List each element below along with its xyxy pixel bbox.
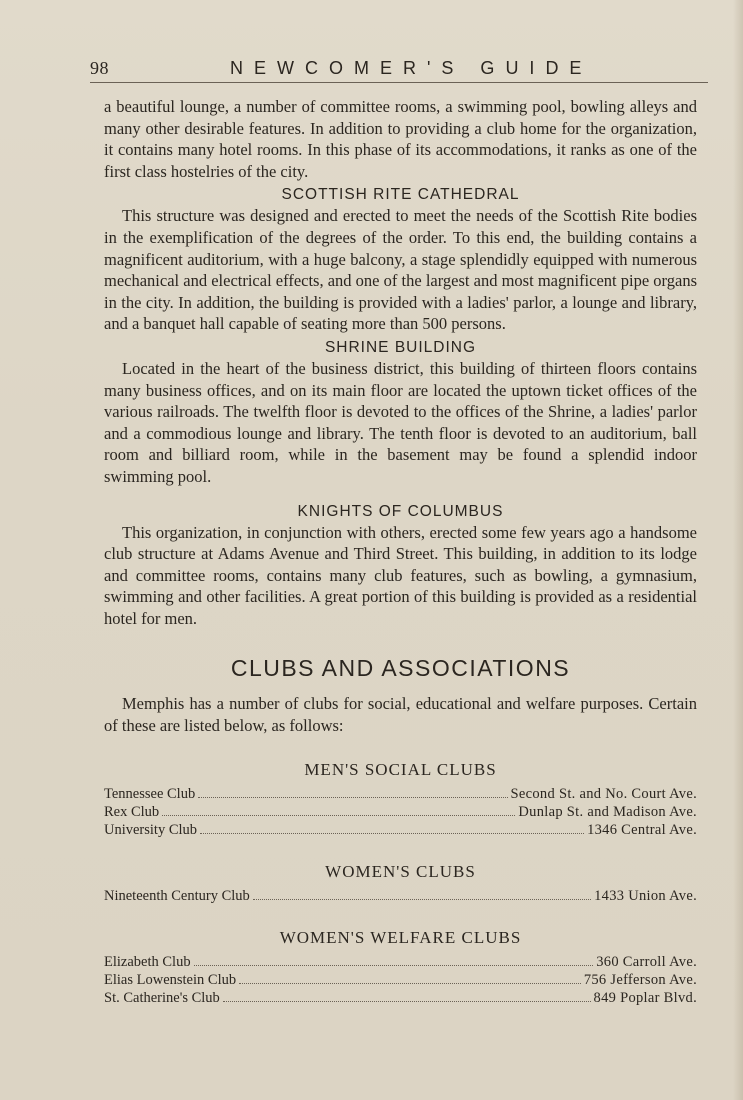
dot-leader — [198, 797, 507, 798]
page-number: 98 — [90, 58, 109, 78]
page-content — [104, 96, 697, 1007]
page-edge-shadow — [733, 0, 743, 1100]
group-heading-womens: WOMEN'S CLUBS — [325, 861, 476, 881]
club-name: St. Catherine's Club — [104, 989, 220, 1006]
club-name: Elias Lowenstein Club — [104, 971, 237, 988]
section-text-shrine: Located in the heart of the business district, this building of thirteen floors contains many business offices, and on its main floor are located the uptown ticket offices of the various railroads. The twelfth floor is devoted to the offices of the Shrine, a ladies' parlor and a commodious lounge and library. The tenth floor is devoted to an auditorium, ball room and billiard room, while in the basement may be found a splendid indoor swimming pool. — [104, 358, 697, 486]
club-name: Elizabeth Club — [104, 953, 191, 970]
section-heading-knights: KNIGHTS OF COLUMBUS — [297, 502, 504, 520]
list-item — [104, 803, 697, 821]
header-rule — [90, 82, 708, 83]
section-heading-shrine: SHRINE BUILDING — [324, 338, 477, 356]
dot-leader — [239, 983, 581, 984]
list-item — [104, 821, 697, 839]
running-title: NEWCOMER'S GUIDE — [230, 58, 593, 78]
section-text-knights: This organization, in conjunction with others, erected some few years ago a handsome club structure at Adams Avenue and Third Street. This building, in addition to its lodge and committee rooms, contains many club features, such as bowling, a gymnasium, swimming and other facilities. A great portion of this building is provided as a residential hotel for men. — [104, 522, 697, 628]
club-address: 1433 Union Ave. — [594, 887, 697, 904]
dot-leader — [200, 833, 584, 834]
club-address: 756 Jefferson Ave. — [583, 971, 697, 988]
dot-leader — [253, 899, 591, 900]
section-text-scottish-rite: This structure was designed and erected to meet the needs of the Scottish Rite bodies in the exemplification of the degrees of the order. To this end, the building contains a magnificent auditorium, with a huge balcony, a stage splendidly equipped with numerous mechanical and electrical effects, and one of the largest and most magnificent pipe organs in the city. In addition, the building is provided with a ladies' parlor, a lounge and library, and a banquet hall capable of seating more than 500 persons. — [104, 206, 697, 334]
club-name: Nineteenth Century Club — [104, 887, 250, 904]
club-address: Dunlap St. and Madison Ave. — [518, 803, 697, 820]
club-name: Tennessee Club — [104, 785, 196, 802]
group-heading-mens-social: MEN'S SOCIAL CLUBS — [304, 759, 497, 779]
list-item — [104, 953, 697, 971]
club-address: Second St. and No. Court Ave. — [510, 785, 697, 802]
club-address: 360 Carroll Ave. — [596, 953, 697, 970]
list-item — [104, 989, 697, 1007]
clubs-title: CLUBS AND ASSOCIATIONS — [230, 655, 571, 682]
womens-clubs-list — [104, 887, 697, 905]
intro-paragraph: a beautiful lounge, a number of committee rooms, a swimming pool, bowling alleys and many other desirable features. In addition to providing a club home for the organization, it contains many hotel rooms. In this phase of its accommodations, it ranks as one of the first class hostelries of the city. — [104, 97, 697, 181]
group-heading-womens-welfare: WOMEN'S WELFARE CLUBS — [279, 927, 522, 947]
club-name: University Club — [104, 821, 198, 838]
dot-leader — [194, 965, 594, 966]
mens-social-clubs-list — [104, 785, 697, 839]
running-head — [90, 52, 710, 82]
clubs-intro: Memphis has a number of clubs for social, educational and welfare purposes. Certain of these are listed below, as follows: — [104, 694, 697, 736]
dot-leader — [162, 815, 515, 816]
list-item — [104, 887, 697, 905]
section-heading-scottish-rite: SCOTTISH RITE CATHEDRAL — [281, 186, 520, 204]
dot-leader — [223, 1001, 591, 1002]
club-address: 1346 Central Ave. — [587, 821, 697, 838]
list-item — [104, 971, 697, 989]
club-address: 849 Poplar Blvd. — [593, 989, 697, 1006]
womens-welfare-clubs-list — [104, 953, 697, 1007]
list-item — [104, 785, 697, 803]
club-name: Rex Club — [104, 803, 160, 820]
